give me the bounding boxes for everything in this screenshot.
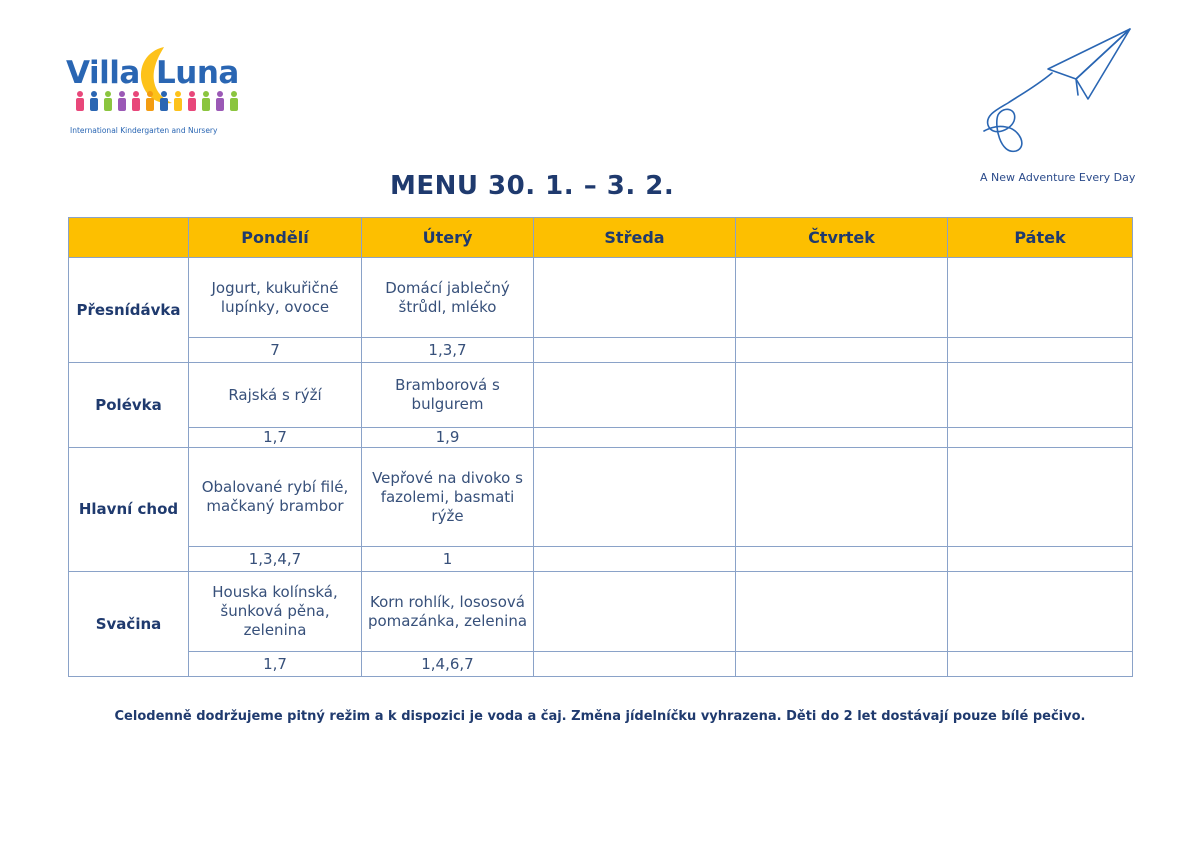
villa-luna-logo [66,45,246,140]
meal-cell: Bramborová s bulgurem [362,363,534,428]
children-figures-icon [72,90,242,112]
tagline: A New Adventure Every Day [980,171,1136,184]
meal-cell [736,572,948,652]
meal-cell [534,258,736,338]
allergen-cell [534,428,736,448]
row-label: Přesnídávka [69,258,189,363]
allergen-cell: 1,3,7 [362,338,534,363]
allergen-cell: 1,4,6,7 [362,652,534,677]
allergen-cell [736,338,948,363]
meal-cell: Rajská s rýží [189,363,362,428]
allergen-cell: 1 [362,547,534,572]
row-label: Polévka [69,363,189,448]
footer-note: Celodenně dodržujeme pitný režim a k dispozici je voda a čaj. Změna jídelníčku vyhrazena. Děti do 2 let dostávají pouze bílé pečivo. [114,709,1086,724]
allergen-cell: 1,3,4,7 [189,547,362,572]
allergen-cell [948,338,1133,363]
allergen-cell [948,652,1133,677]
logo-brand-left: Villa [66,55,140,91]
meal-cell: Houska kolínská, šunková pěna, zelenina [189,572,362,652]
meal-cell [948,572,1133,652]
allergen-cell: 1,7 [189,428,362,448]
logo-subtitle: International Kindergarten and Nursery [70,126,218,135]
allergen-cell: 1,9 [362,428,534,448]
paper-plane-icon [980,25,1135,160]
meal-cell: Vepřové na divoko s fazolemi, basmati rýže [362,448,534,547]
meal-row [69,448,1133,547]
allergen-row [69,338,1133,363]
allergen-cell [736,547,948,572]
allergen-cell [948,428,1133,448]
allergen-row [69,428,1133,448]
meal-cell: Korn rohlík, lososová pomazánka, zelenina [362,572,534,652]
allergen-cell [534,338,736,363]
allergen-cell [736,428,948,448]
meal-cell [948,363,1133,428]
allergen-cell [948,547,1133,572]
meal-row [69,363,1133,428]
table-header-row [69,218,1133,258]
allergen-row [69,652,1133,677]
logo-brand-right: Luna [156,55,239,91]
meal-cell: Obalované rybí filé, mačkaný brambor [189,448,362,547]
meal-cell [948,448,1133,547]
allergen-cell: 1,7 [189,652,362,677]
meal-row [69,572,1133,652]
meal-cell [736,363,948,428]
meal-cell [736,258,948,338]
meal-cell [948,258,1133,338]
meal-cell [534,363,736,428]
header-day: Středa [534,218,736,258]
menu-table [68,217,1133,677]
meal-row [69,258,1133,338]
meal-cell [534,448,736,547]
header-corner [69,218,189,258]
page-title: MENU 30. 1. – 3. 2. [390,171,675,201]
row-label: Svačina [69,572,189,677]
allergen-cell: 7 [189,338,362,363]
meal-cell: Domácí jablečný štrůdl, mléko [362,258,534,338]
header-day: Úterý [362,218,534,258]
header-day: Pondělí [189,218,362,258]
allergen-cell [534,547,736,572]
allergen-cell [736,652,948,677]
header-day: Čtvrtek [736,218,948,258]
allergen-cell [534,652,736,677]
header-day: Pátek [948,218,1133,258]
allergen-row [69,547,1133,572]
row-label: Hlavní chod [69,448,189,572]
meal-cell [534,572,736,652]
meal-cell [736,448,948,547]
meal-cell: Jogurt, kukuřičné lupínky, ovoce [189,258,362,338]
